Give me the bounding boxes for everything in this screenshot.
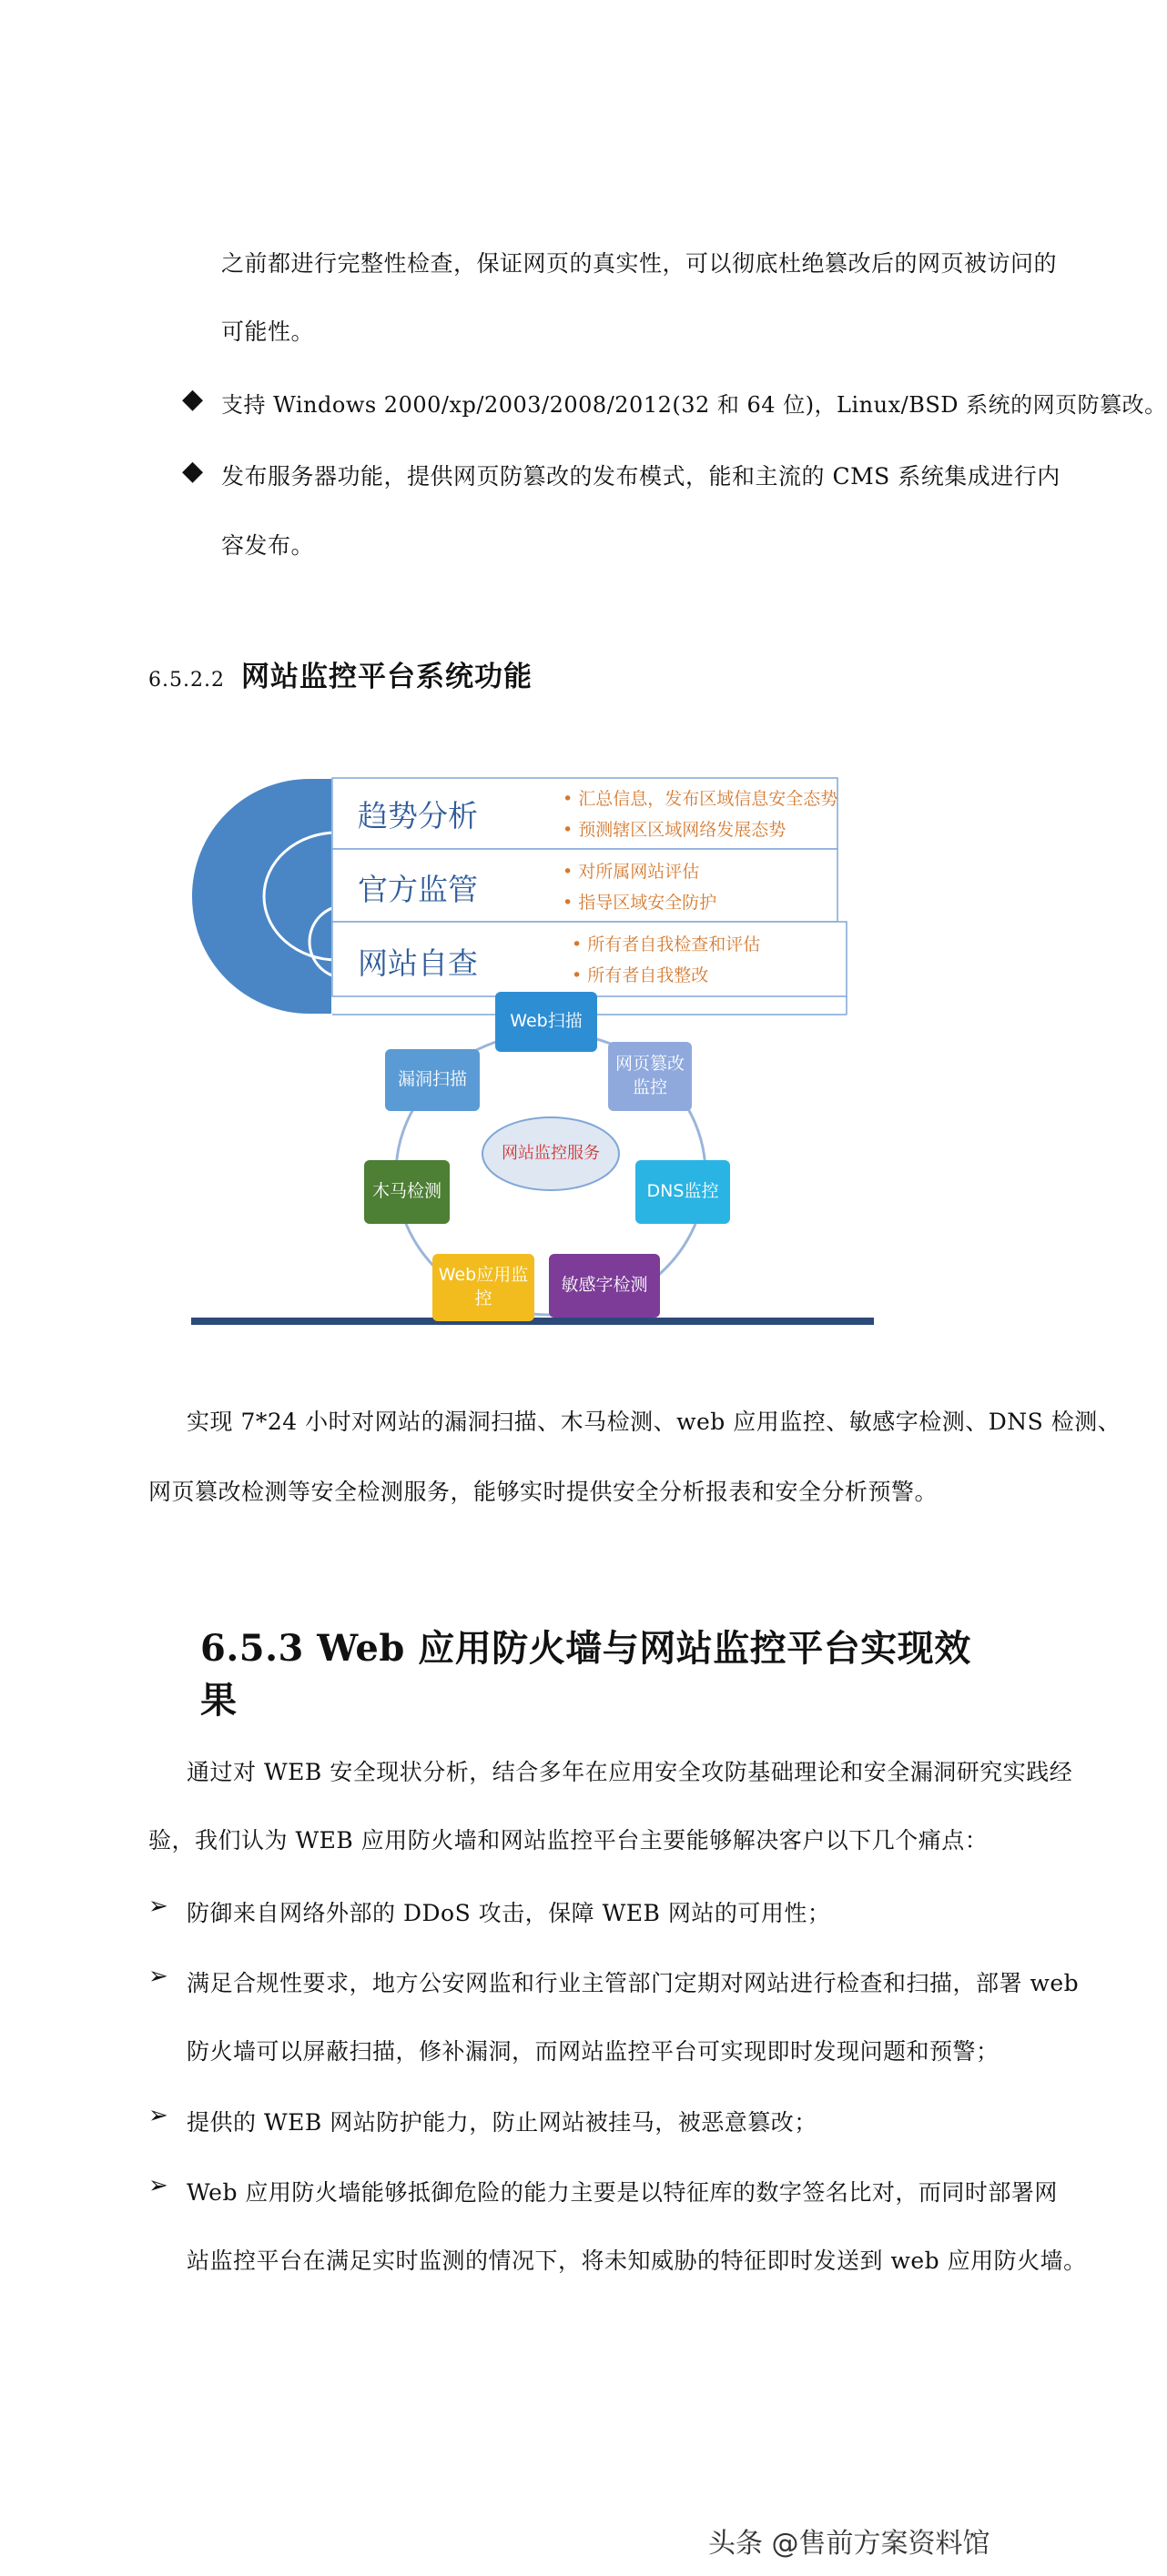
bullet-text: Web 应用防火墙能够抵御危险的能力主要是以特征库的数字签名比对，而同时部署网 — [187, 2179, 1058, 2206]
tier-item: • 指导区域安全防护 — [563, 893, 717, 913]
service-web-app-monitor: Web应用监控 — [432, 1254, 534, 1321]
tier-item: • 对所属网站评估 — [563, 862, 700, 882]
tier-title-self: 网站自查 — [358, 945, 478, 981]
bullet-text: 提供的 WEB 网站防护能力，防止网站被挂马，被恶意篡改； — [187, 2109, 817, 2136]
section-number: 6.5.2.2 — [148, 669, 225, 692]
bullet-text: 防御来自网络外部的 DDoS 攻击，保障 WEB 网站的可用性； — [187, 1900, 831, 1926]
tier-title-trend: 趋势分析 — [358, 798, 478, 833]
section-heading: 6.5.3 Web 应用防火墙与网站监控平台实现效果 — [200, 1627, 971, 1722]
tier-dome — [191, 778, 332, 1015]
paragraph-line: 可能性。 — [221, 318, 315, 345]
service-trojan-detect: 木马检测 — [364, 1160, 450, 1224]
center-service-label: 网站监控服务 — [502, 1144, 600, 1164]
bullet-arrow-icon: ➢ — [148, 2172, 168, 2199]
service-tamper-monitor: 网页篡改监控 — [608, 1042, 692, 1111]
paragraph-line: 验，我们认为 WEB 应用防火墙和网站监控平台主要能够解决客户以下几个痛点： — [148, 1827, 989, 1854]
bullet-arrow-icon: ➢ — [148, 1893, 168, 1920]
service-web-scan: Web扫描 — [495, 992, 597, 1052]
tier-item: • 汇总信息，发布区域信息安全态势 — [563, 789, 838, 809]
tier-item: • 所有者自我检查和评估 — [572, 934, 761, 955]
service-dns-monitor: DNS监控 — [635, 1160, 730, 1224]
bullet-arrow-icon: ➢ — [148, 1963, 168, 1990]
bullet-text: 防火墙可以屏蔽扫描，修补漏洞，而网站监控平台可实现即时发现问题和预警； — [187, 2038, 1000, 2065]
bullet-text: 容发布。 — [221, 532, 315, 559]
tier-item: • 所有者自我整改 — [572, 965, 709, 985]
tier-item: • 预测辖区区域网络发展态势 — [563, 820, 786, 840]
service-sensitive-word: 敏感字检测 — [549, 1254, 660, 1318]
service-vuln-scan: 漏洞扫描 — [385, 1049, 480, 1111]
tier-title-official: 官方监管 — [358, 872, 478, 907]
paragraph-line: 网页篡改检测等安全检测服务，能够实时提供安全分析报表和安全分析预警。 — [148, 1479, 939, 1505]
bullet-diamond-icon: ◆ — [182, 383, 204, 415]
paragraph-line: 之前都进行完整性检查，保证网页的真实性，可以彻底杜绝篡改后的网页被访问的 — [221, 250, 1058, 277]
paragraph-line: 通过对 WEB 安全现状分析，结合多年在应用安全攻防基础理论和安全漏洞研究实践经 — [187, 1759, 1073, 1785]
section-heading — [148, 653, 533, 694]
bullet-text: 支持 Windows 2000/xp/2003/2008/2012(32 和 64 位)，Linux/BSD 系统的网页防篡改。 — [221, 392, 1167, 418]
watermark-brand: 头条 @售前方案资料馆 — [708, 2528, 990, 2560]
bullet-text: 站监控平台在满足实时监测的情况下，将未知威胁的特征即时发送到 web 应用防火墙。 — [187, 2248, 1087, 2274]
bullet-diamond-icon: ◆ — [182, 455, 204, 487]
monitoring-diagram — [182, 769, 874, 1333]
section-title: 网站监控平台系统功能 — [240, 661, 533, 693]
bullet-text: 发布服务器功能，提供网页防篡改的发布模式，能和主流的 CMS 系统集成进行内 — [221, 463, 1060, 490]
bullet-text: 满足合规性要求，地方公安网监和行业主管部门定期对网站进行检查和扫描，部署 web — [187, 1970, 1080, 1996]
bullet-arrow-icon: ➢ — [148, 2102, 168, 2129]
paragraph-line: 实现 7*24 小时对网站的漏洞扫描、木马检测、web 应用监控、敏感字检测、DNS 检测、 — [187, 1409, 1121, 1435]
